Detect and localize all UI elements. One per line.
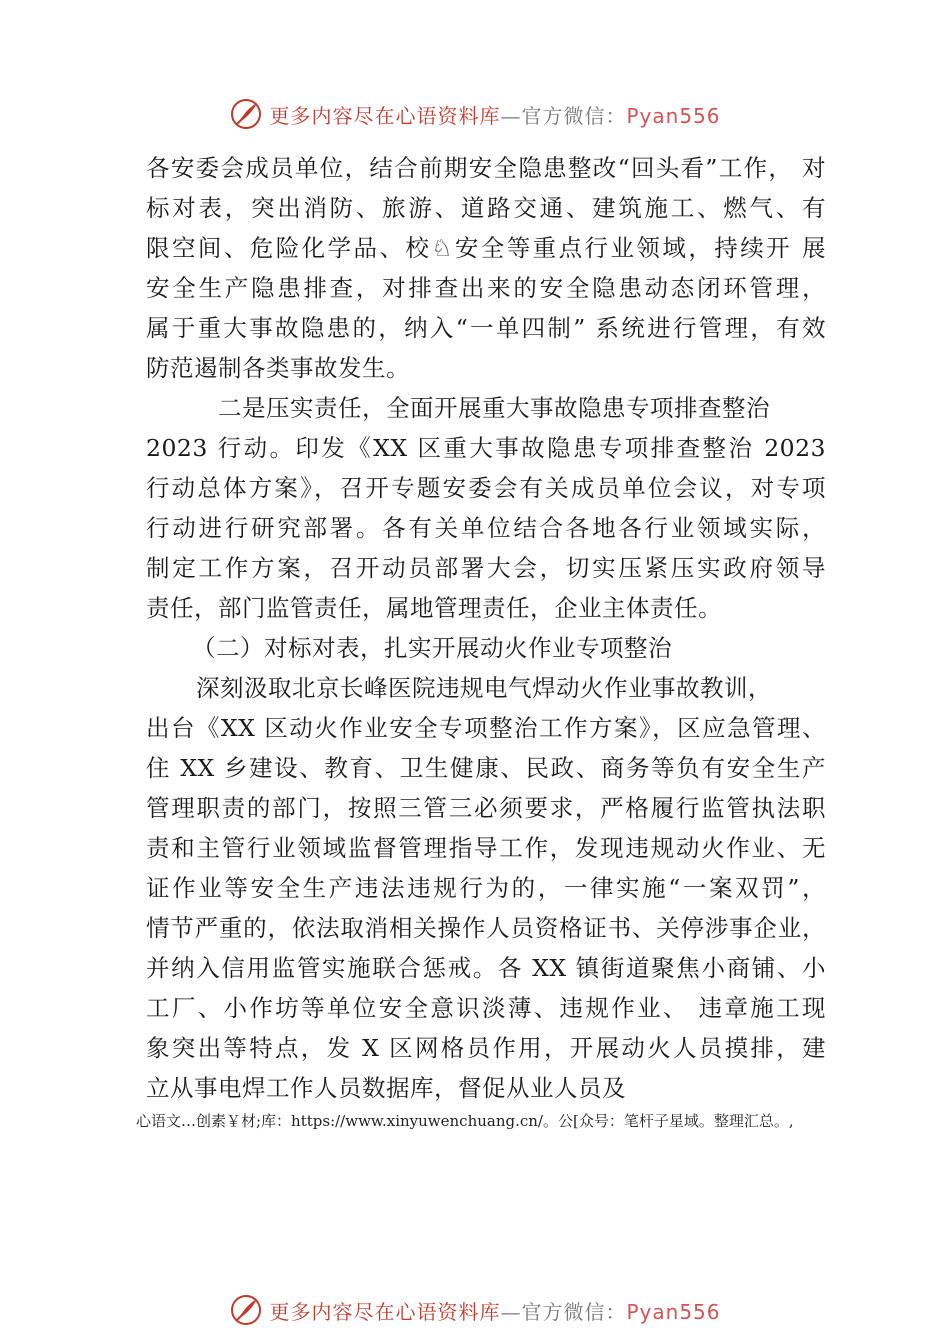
body-line: 象突出等特点，发 X 区网格员作用，开展动火人员摸排，建 <box>146 1034 826 1062</box>
body-line: 管理职责的部门，按照三管三必须要求，严格履行监管执法职 <box>146 794 826 822</box>
footer-banner <box>0 1290 950 1330</box>
body-line: 安全生产隐患排查，对排查出来的安全隐患动态闭环管理， <box>146 274 826 302</box>
body-line: 属于重大事故隐患的，纳入“一单四制” 系统进行管理，有效 <box>146 314 826 342</box>
banner-separator: — <box>500 103 522 128</box>
feather-pen-icon <box>229 1293 263 1327</box>
body-line: 工厂、小作坊等单位安全意识淡薄、违规作业、 违章施工现 <box>146 994 826 1022</box>
body-line: 防范遏制各类事故发生。 <box>146 354 410 382</box>
body-line: 2023 行动。印发《XX 区重大事故隐患专项排查整治 2023 <box>146 434 826 462</box>
body-line: 深刻汲取北京长峰医院违规电气焊动火作业事故教训， <box>196 674 772 702</box>
banner-wechat-id: Pyan556 <box>626 1299 721 1324</box>
header-banner <box>0 94 950 134</box>
body-line: 立从事电焊工作人员数据库，督促从业人员及 <box>146 1074 626 1102</box>
body-line: 各安委会成员单位，结合前期安全隐患整改“回头看”工作， 对 <box>146 154 826 182</box>
header-banner-text <box>269 100 720 129</box>
feather-pen-icon <box>229 97 263 131</box>
body-line: 出台《XX 区动火作业安全专项整治工作方案》，区应急管理、 <box>146 714 826 742</box>
footer-banner-text <box>269 1296 720 1325</box>
banner-official-label: 官方微信： <box>521 103 627 128</box>
body-line: 责任，部门监管责任，属地管理责任，企业主体责任。 <box>146 594 722 622</box>
banner-main-text: 更多内容尽在心语资料库 <box>269 1299 501 1324</box>
banner-separator: — <box>500 1299 522 1324</box>
source-note: 心语文…创素￥材;库：https://www.xinyuwenchuang.cn/。公[众号：笔杆子星域。整理汇总。, <box>136 1112 794 1130</box>
body-line: 情节严重的，依法取消相关操作人员资格证书、关停涉事企业， <box>146 914 826 942</box>
body-line: 并纳入信用监管实施联合惩戒。各 XX 镇街道聚焦小商铺、小 <box>146 954 826 982</box>
body-line: 住 XX 乡建设、教育、卫生健康、民政、商务等负有安全生产 <box>146 754 826 782</box>
body-line: 责和主管行业领域监督管理指导工作，发现违规动火作业、无 <box>146 834 826 862</box>
banner-official-label: 官方微信： <box>521 1299 627 1324</box>
body-line: 二是压实责任，全面开展重大事故隐患专项排查整治 <box>218 394 770 422</box>
section-heading: （二）对标对表，扎实开展动火作业专项整治 <box>192 634 672 662</box>
body-line: 行动总体方案》，召开专题安委会有关成员单位会议，对专项 <box>146 474 826 502</box>
banner-main-text: 更多内容尽在心语资料库 <box>269 103 501 128</box>
body-line: 证作业等安全生产违法违规行为的，一律实施“一案双罚”， <box>146 874 826 902</box>
body-line: 行动进行研究部署。各有关单位结合各地各行业领域实际， <box>146 514 826 542</box>
body-line: 限空间、危险化学品、校♘安全等重点行业领域，持续开 展 <box>146 234 826 262</box>
banner-wechat-id: Pyan556 <box>626 103 721 128</box>
body-line: 制定工作方案，召开动员部署大会，切实压紧压实政府领导 <box>146 554 826 582</box>
body-line: 标对表，突出消防、旅游、道路交通、建筑施工、燃气、有 <box>146 194 826 222</box>
